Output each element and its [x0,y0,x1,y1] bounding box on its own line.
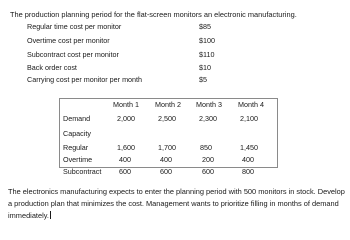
row-label: Subcontract [63,167,102,176]
cost-value: $5 [199,75,207,84]
problem-intro: The production planning period for the flat-screen monitors an electronic manufacturing. [10,10,297,19]
row-label: Overtime [63,155,93,164]
table-cell: 600 [202,167,214,176]
cost-row-overtime [27,36,307,46]
cost-row-back-order [27,63,307,73]
table-cell: 400 [119,155,131,164]
table-cell: 2,000 [117,114,135,123]
column-header: Month 1 [113,100,139,109]
problem-statement-text: The electronics manufacturing expects to enter the planning period with 500 monitors in stock. Develop a production plan that minimizes the cost. Management wants to prioritize filling in months of demand immediately. [8,187,345,220]
row-label: Regular [63,143,89,152]
column-header: Month 3 [196,100,222,109]
row-label: Demand [63,114,91,123]
cost-label: Regular time cost per monitor [27,22,122,31]
table-cell: 1,600 [117,143,135,152]
table-cell: 1,700 [158,143,176,152]
text-cursor [50,211,51,219]
cost-label: Carrying cost per monitor per month [27,75,143,84]
table-cell: 600 [160,167,172,176]
cost-row-regular [27,22,307,32]
row-label: Capacity [63,129,91,138]
cost-row-carrying [27,75,307,85]
cost-label: Back order cost [27,63,77,72]
table-cell: 400 [160,155,172,164]
table-cell: 400 [242,155,254,164]
table-cell: 2,500 [158,114,176,123]
cost-label: Subcontract cost per monitor [27,50,119,59]
table-cell: 2,300 [199,114,217,123]
table-cell: 850 [200,143,212,152]
problem-statement[interactable] [8,186,348,222]
table-cell: 200 [202,155,214,164]
cost-row-subcontract [27,50,307,60]
table-cell: 600 [119,167,131,176]
cost-value: $110 [199,50,215,59]
table-cell: 800 [242,167,254,176]
column-header: Month 2 [155,100,181,109]
cost-value: $100 [199,36,215,45]
cost-label: Overtime cost per monitor [27,36,110,45]
table-cell: 2,100 [240,114,258,123]
cost-value: $85 [199,22,211,31]
cost-value: $10 [199,63,211,72]
column-header: Month 4 [238,100,264,109]
table-cell: 1,450 [240,143,258,152]
